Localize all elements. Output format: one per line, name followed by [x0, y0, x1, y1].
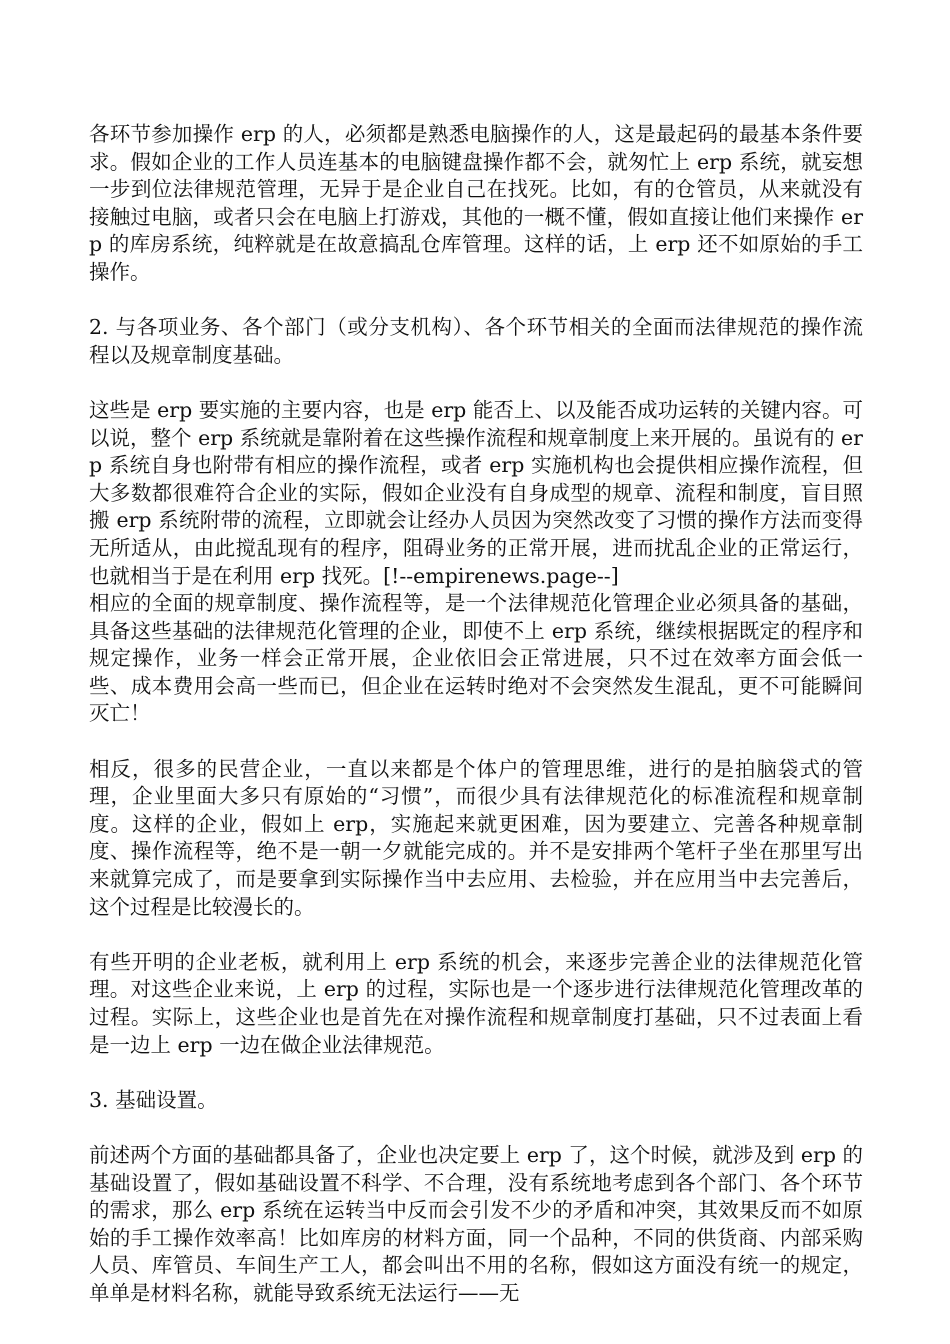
paragraph-basic-settings: 前述两个方面的基础都具备了，企业也决定要上 erp 了，这个时候，就涉及到 erp 的基础设置了，假如基础设置不科学、不合理，没有系统地考虑到各个部门、各个环节的需求，那么 erp 系统在运转当中反而会引发不少的矛盾和冲突，其效果反而不如原始的手工操作效率高！比如库房的材料方面，同一个品种，不同的供货商、内部采购人员、库管员、车间生产工人，都会叫出不用的名称，假如这方面没有统一的规定，单单是材料名称，就能导致系统无法运行——无	[89, 1142, 863, 1305]
paragraph-enlightened-bosses: 有些开明的企业老板，就利用上 erp 系统的机会，来逐步完善企业的法律规范化管理。对这些企业来说，上 erp 的过程，实际也是一个逐步进行法律规范化管理改革的过程。实际上，这些企业也是首先在对操作流程和规章制度打基础，只不过表面上看是一边上 erp 一边在做企业法律规范。	[89, 949, 863, 1057]
paragraph-section-2-heading: 2. 与各项业务、各个部门（或分支机构）、各个环节相关的全面而法律规范的操作流程以及规章制度基础。	[89, 315, 863, 367]
document-body	[89, 121, 863, 1308]
paragraph-erp-core-content: 这些是 erp 要实施的主要内容，也是 erp 能否上、以及能否成功运转的关键内容。可以说，整个 erp 系统就是靠附着在这些操作流程和规章制度上来开展的。虽说有的 erp 系统自身也附带有相应的操作流程，或者 erp 实施机构也会提供相应操作流程，但大多数都很难符合企业的实际，假如企业没有自身成型的规章、流程和制度，盲目照搬 erp 系统附带的流程，立即就会让经办人员因为突然改变了习惯的操作方法而变得无所适从，由此搅乱现有的程序，阻碍业务的正常开展，进而扰乱企业的正常运行，也就相当于是在利用 erp 找死。[!--empirenews.page--]	[89, 397, 863, 588]
paragraph-regulations-foundation: 相应的全面的规章制度、操作流程等，是一个法律规范化管理企业必须具备的基础，具备这些基础的法律规范化管理的企业，即使不上 erp 系统，继续根据既定的程序和规定操作，业务一样会正常开展，企业依旧会正常进展，只不过在效率方面会低一些、成本费用会高一些而已，但企业在运转时绝对不会突然发生混乱，更不可能瞬间灭亡！	[89, 591, 863, 726]
paragraph-private-enterprises: 相反，很多的民营企业，一直以来都是个体户的管理思维，进行的是拍脑袋式的管理，企业里面大多只有原始的“习惯”，而很少具有法律规范化的标准流程和规章制度。这样的企业，假如上 erp，实施起来就更困难，因为要建立、完善各种规章制度、操作流程等，绝不是一朝一夕就能完成的。并不是安排两个笔杆子坐在那里写出来就算完成了，而是要拿到实际操作当中去应用、去检验，并在应用当中去完善后，这个过程是比较漫长的。	[89, 756, 863, 919]
paragraph-operators-requirement: 各环节参加操作 erp 的人，必须都是熟悉电脑操作的人，这是最起码的最基本条件要求。假如企业的工作人员连基本的电脑键盘操作都不会，就匆忙上 erp 系统，就妄想一步到位法律规范管理，无异于是企业自己在找死。比如，有的仓管员，从来就没有接触过电脑，或者只会在电脑上打游戏，其他的一概不懂，假如直接让他们来操作 erp 的库房系统，纯粹就是在故意搞乱仓库管理。这样的话，上 erp 还不如原始的手工操作。	[89, 122, 863, 284]
paragraph-section-3-heading: 3. 基础设置。	[89, 1087, 218, 1112]
